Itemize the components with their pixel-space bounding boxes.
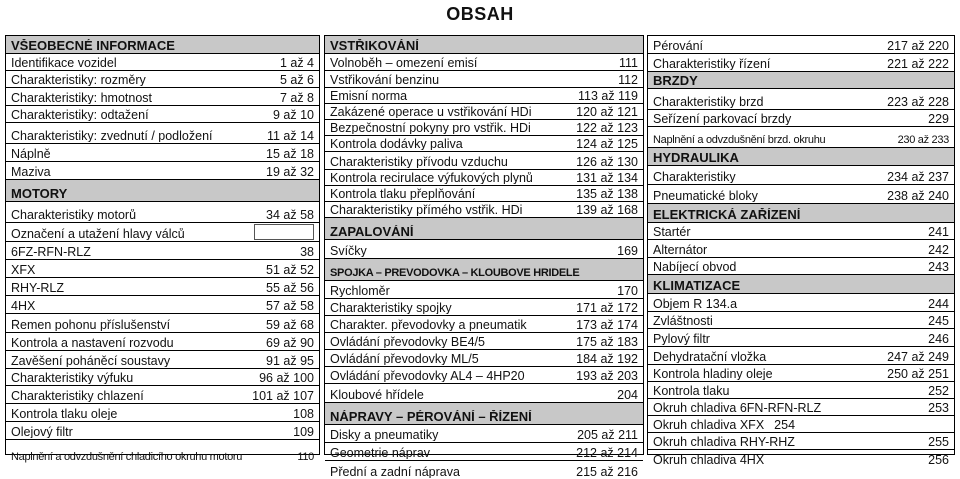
entry-pages: 112 <box>618 72 638 87</box>
entry-pages: 91 až 95 <box>266 353 314 368</box>
entry-label: Naplnění a odvzdušnění chladicího okruhu motoru <box>11 452 243 463</box>
entry-pages: 250 až 251 <box>887 366 949 381</box>
entry-label: Charakteristiky: rozměry <box>11 73 146 86</box>
toc-entry-volnobeh-omezeni-emisi <box>325 54 643 71</box>
toc-entry-alternator <box>648 240 954 258</box>
entry-label: Zvláštnosti <box>653 314 713 327</box>
entry-pages: 229 <box>928 111 949 126</box>
toc-entry-kontrola-tlaku-oleje <box>6 404 319 422</box>
entry-label: 4HX <box>11 299 36 312</box>
entry-pages: 184 až 192 <box>576 351 638 366</box>
section-header-spojka-prevodovka-kloubove-hridele <box>325 259 643 281</box>
toc-entry-naplne <box>6 144 319 162</box>
toc-entry-serizeni-parkovaci-brzdy <box>648 110 954 127</box>
toc-entry-charakteristiky-chlazeni <box>6 386 319 404</box>
entry-label: Charakteristiky <box>653 170 736 183</box>
entry-pages: 108 <box>293 406 314 421</box>
entry-pages: 221 až 222 <box>887 56 949 71</box>
toc-entry-charakteristiky-rozmery <box>6 71 319 88</box>
entry-pages: 205 až 211 <box>577 427 638 442</box>
entry-pages: 169 <box>617 243 638 258</box>
section-header-vstrikovani <box>325 36 643 54</box>
entry-label: XFX <box>11 263 36 276</box>
entry-label: Pylový filtr <box>653 332 710 345</box>
section-header-brzdy <box>648 72 954 89</box>
toc-entry-zaveseni-pohaneci-soustavy <box>6 351 319 369</box>
toc-entry-disky-a-pneumatiky <box>325 425 643 443</box>
toc-entry-bezpecnostni-pokyny-pro-vstrik-hdi <box>325 120 643 136</box>
entry-label: Seřízení parkovací brzdy <box>653 112 792 125</box>
entry-pages: 19 až 32 <box>266 164 314 179</box>
entry-pages: 245 <box>928 313 949 328</box>
entry-label: Emisní norma <box>330 89 408 102</box>
toc-entry-kontrola-hladiny-oleje <box>648 365 954 382</box>
entry-label: Kontrola a nastavení rozvodu <box>11 336 174 349</box>
entry-pages: 9 až 10 <box>272 107 314 122</box>
entry-pages: 223 až 228 <box>887 94 949 109</box>
entry-pages: 131 až 134 <box>576 170 638 185</box>
toc-entry-okruh-chladiva-6fn-rfn-rlz <box>648 399 954 416</box>
toc-entry-okruh-chladiva-rhy-rhz <box>648 433 954 450</box>
entry-label: Kontrola tlaku <box>653 384 730 397</box>
toc-column-1 <box>5 35 320 463</box>
section-title: MOTORY <box>11 187 68 200</box>
entry-label: Charakteristiky chlazení <box>11 389 144 402</box>
entry-label: Pérování <box>653 39 704 52</box>
toc-entry-charakteristiky-privodu-vzduchu <box>325 152 643 170</box>
toc-entry-4hx <box>6 296 319 314</box>
page-title: OBSAH <box>446 4 514 24</box>
entry-pages: 7 až 8 <box>279 90 314 105</box>
toc-entry-rhy-rlz <box>6 278 319 296</box>
section-title: ELEKTRICKÁ ZAŘÍZENÍ <box>653 208 801 221</box>
entry-pages: 253 <box>928 400 949 415</box>
toc-entry-zvlastnosti <box>648 312 954 329</box>
entry-pages: 11 až 14 <box>266 128 314 143</box>
entry-pages: 126 až 130 <box>576 154 638 169</box>
entry-label: Kontrola recirulace výfukových plynů <box>330 171 533 184</box>
section-title: VSTŘIKOVÁNÍ <box>330 39 419 52</box>
section-title: NÁPRAVY – PÉROVÁNÍ – ŘÍZENÍ <box>330 410 532 423</box>
entry-pages: 173 až 174 <box>576 317 638 332</box>
toc-entry-ovladani-prevodovky-ml-5 <box>325 350 643 367</box>
toc-entry-ovladani-prevodovky-be4-5 <box>325 333 643 350</box>
entry-pages: 246 <box>928 331 949 346</box>
toc-entry-predni-a-zadni-naprava <box>325 461 643 479</box>
entry-pages: 38 <box>300 244 314 259</box>
entry-pages: 212 až 214 <box>576 445 638 460</box>
section-title: VŠEOBECNÉ INFORMACE <box>11 39 175 52</box>
entry-label: Disky a pneumatiky <box>330 428 439 441</box>
toc-entry-kontrola-recirulace-vyfukovych-plynu <box>325 170 643 186</box>
entry-label: Kontrola tlaku oleje <box>11 407 118 420</box>
entry-label: Identifikace vozidel <box>11 56 117 69</box>
entry-label: 6FZ-RFN-RLZ <box>11 245 91 258</box>
entry-pages: 34 až 58 <box>266 207 314 222</box>
section-header-hydraulika <box>648 148 954 166</box>
entry-label: Charakteristiky přímého vstřik. HDi <box>330 203 523 216</box>
toc-entry-pylovy-filtr <box>648 329 954 347</box>
entry-label: Rychloměr <box>330 284 390 297</box>
toc-entry-ovladani-prevodovky-al4-4hp20 <box>325 367 643 384</box>
toc-column-3 <box>647 35 955 467</box>
toc-entry-pneumaticke-bloky <box>648 185 954 204</box>
entry-label: Bezpečnostní pokyny pro vstřik. HDi <box>330 121 531 134</box>
entry-pages: 230 až 233 <box>897 134 949 146</box>
section-title: HYDRAULIKA <box>653 151 739 164</box>
toc-entry-charakteristiky-motoru <box>6 202 319 223</box>
section-header-vseobecne-informace <box>6 36 319 54</box>
entry-pages: 170 <box>617 283 638 298</box>
toc-entry-naplneni-a-odvzdusneni-brzd-okruhu <box>648 127 954 148</box>
entry-pages: 254 <box>774 417 796 432</box>
entry-label: Charakteristiky: odtažení <box>11 108 149 121</box>
entry-pages: 101 až 107 <box>252 388 314 403</box>
entry-pages: 55 až 56 <box>266 280 314 295</box>
entry-pages: 243 <box>928 259 949 274</box>
toc-entry-olejovy-filtr <box>6 422 319 440</box>
section-title: BRZDY <box>653 74 698 87</box>
toc-column-2 <box>324 35 644 479</box>
entry-label: Označení a utažení hlavy válců <box>11 227 185 240</box>
entry-label: Kontrola tlaku přeplňování <box>330 187 476 200</box>
section-header-klimatizace <box>648 275 954 294</box>
entry-label: Okruh chladiva XFX <box>653 418 765 431</box>
entry-label: Kloubové hřídele <box>330 388 424 401</box>
entry-pages: 244 <box>928 296 949 311</box>
toc-entry-charakteristiky-zvednuti-podlozeni <box>6 123 319 144</box>
entry-label: Maziva <box>11 165 51 178</box>
entry-pages: 96 až 100 <box>259 370 314 385</box>
entry-label: Ovládání převodovky BE4/5 <box>330 335 485 348</box>
entry-label: Řemen pohonu příslušenství <box>11 318 171 331</box>
toc-entry-charakteristiky-odtazeni <box>6 106 319 123</box>
entry-pages: 135 až 138 <box>576 186 638 201</box>
entry-label: Geometrie náprav <box>330 446 431 459</box>
entry-pages: 122 až 123 <box>576 120 638 135</box>
entry-pages: 252 <box>928 383 949 398</box>
toc-entry-charakter-prevodovky-a-pneumatik <box>325 316 643 333</box>
entry-label: RHY-RLZ <box>11 281 65 294</box>
entry-label: Okruh chladiva 4HX <box>653 453 765 466</box>
toc-entry-okruh-chladiva-4hx <box>648 450 954 467</box>
entry-pages: 139 až 168 <box>576 202 638 217</box>
toc-entry-kloubove-hridele <box>325 384 643 403</box>
toc-entry-maziva <box>6 162 319 180</box>
section-header-napravy-perovani-rizeni <box>325 403 643 425</box>
entry-pages: 247 až 249 <box>887 349 949 364</box>
entry-label: Charakteristiky: zvednutí / podložení <box>11 129 213 142</box>
toc-entry-vstrikovani-benzinu <box>325 71 643 88</box>
entry-label: Charakteristiky přívodu vzduchu <box>330 155 508 168</box>
entry-pages: 171 až 172 <box>576 300 638 315</box>
entry-label: Charakteristiky motorů <box>11 208 137 221</box>
entry-label: Přední a zadní náprava <box>330 465 460 478</box>
entry-label: Charakteristiky: hmotnost <box>11 91 153 104</box>
toc-entry-perovani <box>648 36 954 54</box>
toc-entry-charakteristiky-primeho-vstrik-hdi <box>325 202 643 218</box>
entry-pages: 204 <box>617 387 638 402</box>
entry-pages: 113 až 119 <box>577 88 638 103</box>
entry-label: Kontrola dodávky paliva <box>330 137 463 150</box>
entry-label: Svíčky <box>330 244 367 257</box>
entry-pages: 238 až 240 <box>887 188 949 203</box>
entry-pages: 110 <box>297 451 314 463</box>
toc-entry-6fz-rfn-rlz <box>6 242 319 260</box>
toc-entry-charakteristiky-vyfuku <box>6 369 319 386</box>
empty-page-cell <box>254 224 314 240</box>
entry-pages: 111 <box>618 55 638 70</box>
section-header-elektricka-zarizeni <box>648 204 954 223</box>
toc-entry-kontrola-a-nastaveni-rozvodu <box>6 333 319 351</box>
entry-pages: 59 až 68 <box>266 317 314 332</box>
entry-label: Charakteristiky brzd <box>653 95 764 108</box>
entry-label: Ovládání převodovky ML/5 <box>330 352 479 365</box>
entry-pages: 193 až 203 <box>576 368 638 383</box>
toc-entry-rychlomer <box>325 281 643 299</box>
entry-pages: 69 až 90 <box>266 335 314 350</box>
toc-entry-objem-r-134-a <box>648 294 954 312</box>
toc-entry-naplneni-a-odvzdusneni-chladiciho-okruhu-motoru <box>6 440 319 464</box>
entry-pages: 5 až 6 <box>279 72 314 87</box>
entry-label: Charakteristiky řízení <box>653 57 771 70</box>
toc-entry-geometrie-naprav <box>325 443 643 461</box>
entry-pages: 255 <box>928 434 949 449</box>
entry-label: Zakázené operace u vstřikování HDi <box>330 105 532 118</box>
entry-label: Okruh chladiva RHY-RHZ <box>653 435 795 448</box>
toc-entry-nabijeci-obvod <box>648 258 954 275</box>
toc-entry-charakteristiky-rizeni <box>648 54 954 72</box>
toc-entry-identifikace-vozidel <box>6 54 319 71</box>
entry-pages: 57 až 58 <box>266 298 314 313</box>
entry-label: Charakteristiky výfuku <box>11 371 134 384</box>
entry-label: Naplnění a odvzdušnění brzd. okruhu <box>653 135 826 146</box>
entry-pages: 241 <box>928 224 949 239</box>
entry-pages: 1 až 4 <box>279 55 314 70</box>
entry-label: Dehydratační vložka <box>653 350 767 363</box>
toc-entry-charakteristiky <box>648 166 954 185</box>
entry-label: Volnoběh – omezení emisí <box>330 56 478 69</box>
entry-pages: 51 až 52 <box>266 262 314 277</box>
section-title: ZAPALOVÁNÍ <box>330 225 414 238</box>
entry-pages: 217 až 220 <box>887 38 949 53</box>
entry-pages: 256 <box>928 452 949 467</box>
entry-label: Okruh chladiva 6FN-RFN-RLZ <box>653 401 822 414</box>
toc-entry-xfx <box>6 260 319 278</box>
entry-label: Náplně <box>11 147 51 160</box>
section-header-motory <box>6 180 319 202</box>
toc-entry-zakazene-operace-u-vstrikovani-hdi <box>325 104 643 120</box>
entry-label: Vstřikování benzinu <box>330 73 440 86</box>
entry-label: Objem R 134.a <box>653 297 738 310</box>
entry-pages: 120 až 121 <box>576 104 638 119</box>
entry-label: Olejový filtr <box>11 425 73 438</box>
section-title: SPOJKA – PŘEVODOVKA – KLOUBOVÉ HŘÍDELE <box>330 268 580 279</box>
entry-label: Kontrola hladiny oleje <box>653 367 773 380</box>
entry-pages: 215 až 216 <box>576 464 638 479</box>
entry-label: Zavěšení poháněcí soustavy <box>11 354 171 367</box>
toc-entry-charakteristiky-brzd <box>648 89 954 110</box>
entry-pages: 124 až 125 <box>576 136 638 151</box>
entry-pages: 234 až 237 <box>887 169 949 184</box>
toc-entry-dehydratacni-vlozka <box>648 347 954 365</box>
entry-label: Charakter. převodovky a pneumatik <box>330 318 527 331</box>
section-title: KLIMATIZACE <box>653 279 741 292</box>
toc-entry-charakteristiky-spojky <box>325 299 643 316</box>
entry-pages: 242 <box>928 242 949 257</box>
toc-entry-kontrola-tlaku-preplnovani <box>325 186 643 202</box>
toc-entry-emisni-norma <box>325 88 643 104</box>
toc-entry-okruh-chladiva-xfx <box>648 416 954 433</box>
entry-pages: 15 až 18 <box>266 146 314 161</box>
entry-label: Ovládání převodovky AL4 – 4HP20 <box>330 369 525 382</box>
toc-entry-charakteristiky-hmotnost <box>6 88 319 106</box>
entry-pages: 175 až 183 <box>576 334 638 349</box>
entry-label: Startér <box>653 225 691 238</box>
entry-label: Pneumatické bloky <box>653 189 758 202</box>
toc-entry-oznaceni-a-utazeni-hlavy-valcu <box>6 223 319 242</box>
entry-label: Nabíjecí obvod <box>653 260 737 273</box>
toc-entry-remen-pohonu-prislusenstvi <box>6 314 319 333</box>
entry-label: Charakteristiky spojky <box>330 301 452 314</box>
toc-entry-kontrola-tlaku <box>648 382 954 399</box>
toc-entry-kontrola-dodavky-paliva <box>325 136 643 152</box>
section-header-zapalovani <box>325 218 643 240</box>
entry-label: Alternátor <box>653 243 708 256</box>
toc-entry-svicky <box>325 240 643 259</box>
toc-entry-starter <box>648 223 954 240</box>
entry-pages: 109 <box>293 424 314 439</box>
